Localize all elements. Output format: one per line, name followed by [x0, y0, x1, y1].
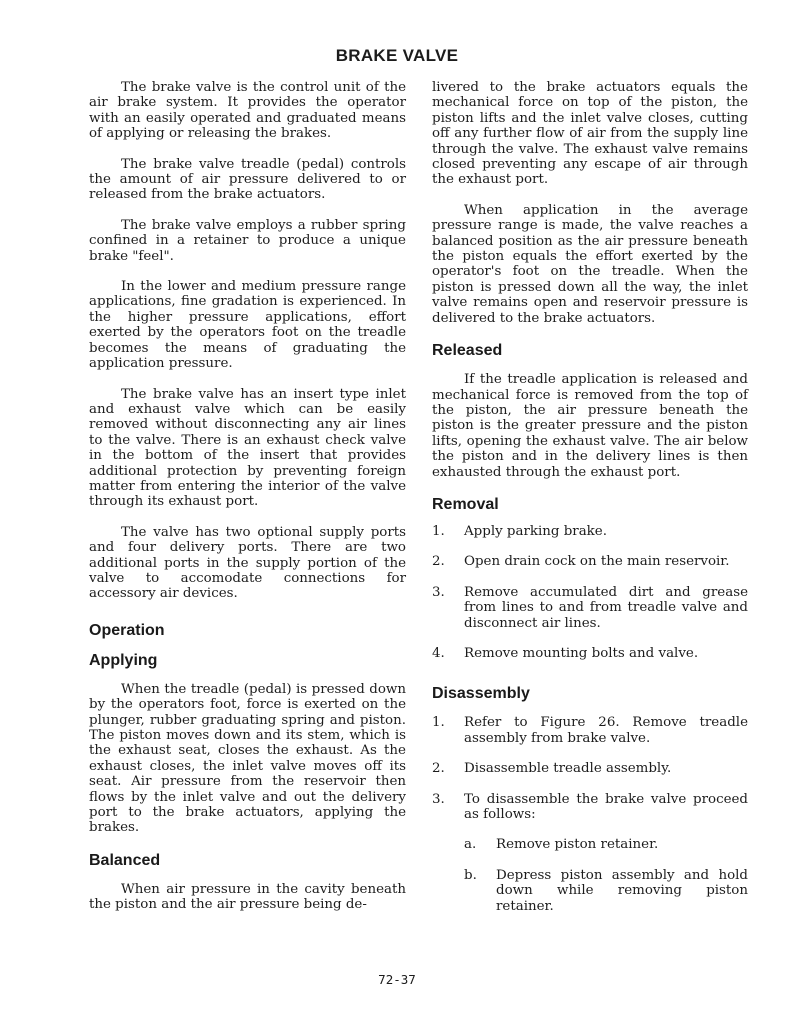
- disassembly-steps: [432, 715, 748, 914]
- pressure-range-paragraph: In the lower and medium pressure range applications, fine gradation is experienced. In the higher pressure applications, effort exerted by the operators foot on the treadle becomes the means of graduating the application pressure.: [89, 279, 406, 372]
- list-item: 1. Apply parking brake.: [432, 523, 607, 539]
- page-number: 72-37: [378, 972, 416, 987]
- list-item: 1. Refer to Figure 26. Remove treadle assembly from brake valve.: [432, 715, 748, 746]
- insert-valve-paragraph: The brake valve has an insert type inlet and exhaust valve which can be easily removed without disconnecting any air lines to the valve. There is an exhaust check valve in the bottom of the insert that provides additional protection by preventing foreign matter from entering the interior of the valve through its exhaust port.: [89, 386, 406, 510]
- balanced-heading: Balanced: [89, 851, 161, 869]
- right-column: [432, 80, 748, 914]
- applying-heading: Applying: [89, 651, 158, 669]
- list-item: 3. To disassemble the brake valve proceed as follows:: [432, 791, 748, 822]
- removal-heading: Removal: [432, 495, 499, 513]
- treadle-paragraph: The brake valve treadle (pedal) controls the amount of air pressure delivered to or released from the brake actuators.: [89, 156, 406, 203]
- list-item: a. Remove piston retainer.: [464, 837, 659, 853]
- balanced-paragraph: When air pressure in the cavity beneath the piston and the air pressure being de-: [89, 881, 406, 913]
- list-item: 2. Disassemble treadle assembly.: [432, 761, 672, 777]
- balanced-continued-paragraph: livered to the brake actuators equals the mechanical force on top of the piston, the piston lifts and the inlet valve closes, cutting off any further flow of air from the supply line through the valve. The exhaust valve remains closed preventing any escape of air through the exhaust port.: [432, 80, 748, 188]
- ports-paragraph: The valve has two optional supply ports and four delivery ports. There are two additional ports in the supply portion of the valve to accomodate connections for accessory air devices.: [89, 524, 406, 602]
- rubber-spring-paragraph: The brake valve employs a rubber spring confined in a retainer to produce a unique brake "feel".: [89, 217, 406, 264]
- page-title: BRAKE VALVE: [335, 46, 459, 65]
- left-column: [89, 80, 406, 913]
- disassembly-heading: Disassembly: [432, 685, 530, 703]
- list-item: 2. Open drain cock on the main reservoir.: [432, 554, 730, 570]
- list-item: b. Depress piston assembly and hold down while removing piston retainer.: [464, 867, 748, 914]
- average-pressure-paragraph: When application in the average pressure range is made, the valve reaches a balanced position as the air pressure beneath the piston equals the effort exerted by the operator's foot on the treadle. When the piston is pressed down all the way, the inlet valve remains open and reservoir pressure is delivered to the brake actuators.: [432, 202, 748, 326]
- removal-steps: [432, 524, 748, 661]
- released-paragraph: If the treadle application is released and mechanical force is removed from the top of the piston, the air pressure beneath the piston is the greater pressure and the piston lifts, opening the exhaust valve. The air below the piston and in the delivery lines is then exhausted through the exhaust port.: [432, 372, 748, 480]
- operation-heading: Operation: [89, 621, 165, 639]
- list-item: 4. Remove mounting bolts and valve.: [432, 645, 699, 661]
- applying-paragraph: When the treadle (pedal) is pressed down by the operators foot, force is exerted on the plunger, rubber graduating spring and piston. The piston moves down and its stem, which is the exhaust seat, closes the exhaust. As the exhaust closes, the inlet valve moves off its seat. Air pressure from the reservoir then flows by the inlet valve and out the delivery port to the brake actuators, applying the brakes.: [89, 681, 406, 836]
- list-item: 3. Remove accumulated dirt and grease from lines to and from treadle valve and disconnect air lines.: [432, 584, 748, 631]
- intro-paragraph: The brake valve is the control unit of the air brake system. It provides the operator with an easily operated and graduated means of applying or releasing the brakes.: [89, 80, 406, 142]
- released-heading: Released: [432, 342, 503, 360]
